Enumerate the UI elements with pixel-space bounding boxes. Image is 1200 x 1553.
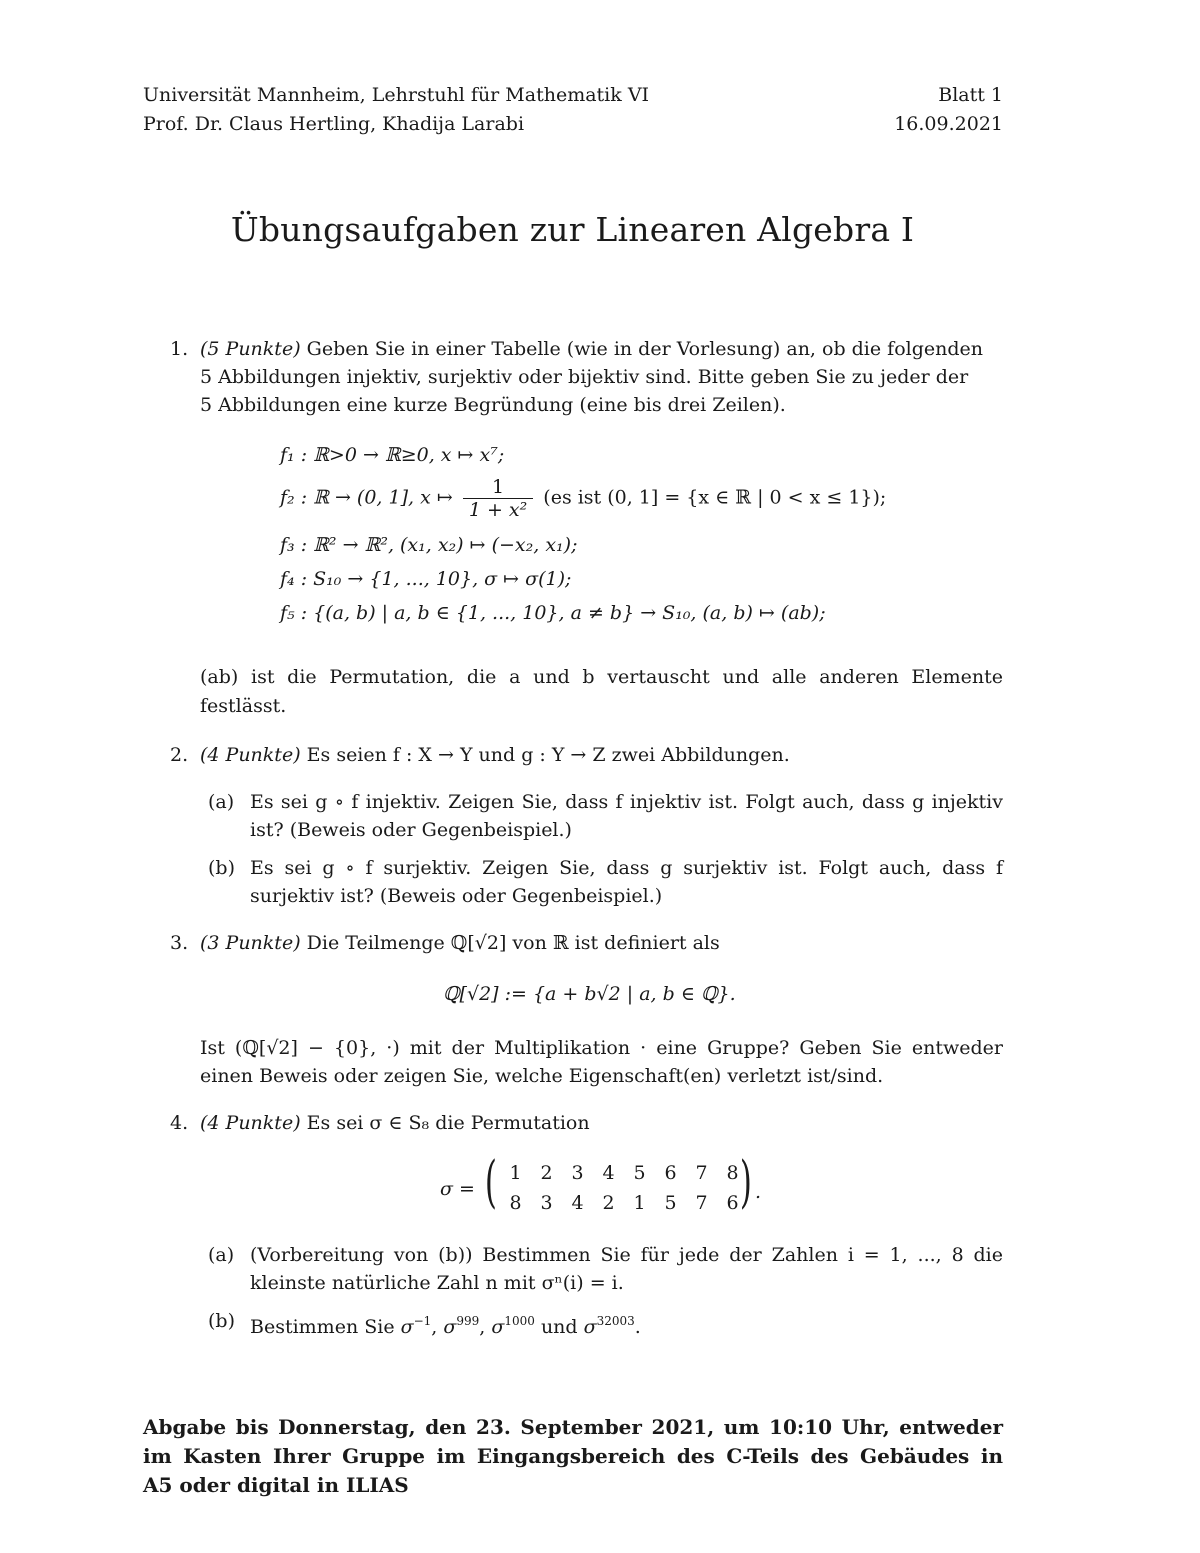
problem-2a-line-2: ist? (Beweis oder Gegenbeispiel.)	[250, 819, 572, 841]
page-title: Übungsaufgaben zur Linearen Algebra I	[230, 210, 915, 249]
authors: Prof. Dr. Claus Hertling, Khadija Larabi	[143, 113, 525, 135]
problem-2-number: 2.	[170, 744, 189, 766]
problem-1-note-2: festlässt.	[200, 695, 287, 717]
map-f3: f₃ : ℝ² → ℝ², (x₁, x₂) ↦ (−x₂, x₁);	[280, 534, 578, 556]
problem-2b-line-1: Es sei g ∘ f surjektiv. Zeigen Sie, dass g surjektiv ist. Folgt auch, dass f	[250, 857, 1003, 879]
problem-1-points: (5 Punkte)	[200, 338, 301, 360]
problem-3-line-1: (3 Punkte) Die Teilmenge ℚ[√2] von ℝ ist definiert als	[200, 932, 720, 954]
problem-4-line-1: (4 Punkte) Es sei σ ∈ S₈ die Permutation	[200, 1112, 590, 1134]
problem-4a-line-2: kleinste natürliche Zahl n mit σⁿ(i) = i.	[250, 1272, 624, 1294]
date: 16.09.2021	[894, 113, 1003, 135]
problem-1-number: 1.	[170, 338, 189, 360]
map-f1: f₁ : ℝ>0 → ℝ≥0, x ↦ x⁷;	[280, 444, 505, 466]
sheet-number: Blatt 1	[938, 84, 1003, 106]
matrix-right-paren: )	[739, 1150, 752, 1215]
problem-4-points: (4 Punkte)	[200, 1112, 301, 1134]
problem-4-number: 4.	[170, 1112, 189, 1134]
matrix-row-1: 1 2 3 4 5 6 7 8	[509, 1162, 739, 1184]
problem-2a-line-1: Es sei g ∘ f injektiv. Zeigen Sie, dass f injektiv ist. Folgt auch, dass g injektiv	[250, 791, 1003, 813]
problem-1-note-1: (ab) ist die Permutation, die a und b vertauscht und alle anderen Elemente	[200, 666, 1003, 688]
map-f5: f₅ : {(a, b) | a, b ∈ {1, ..., 10}, a ≠ b} → S₁₀, (a, b) ↦ (ab);	[280, 602, 826, 624]
problem-3-line-2: Ist (ℚ[√2] − {0}, ·) mit der Multiplikation · eine Gruppe? Geben Sie entweder	[200, 1037, 1003, 1059]
problem-4b-label: (b)	[208, 1310, 235, 1332]
problem-2b-line-2: surjektiv ist? (Beweis oder Gegenbeispiel.)	[250, 885, 663, 907]
matrix-row-2: 8 3 4 2 1 5 7 6	[509, 1192, 739, 1214]
problem-3-number: 3.	[170, 932, 189, 954]
submission-line-2: im Kasten Ihrer Gruppe im Eingangsbereich des C-Teils des Gebäudes in	[143, 1444, 1003, 1468]
map-f4: f₄ : S₁₀ → {1, ..., 10}, σ ↦ σ(1);	[280, 568, 572, 590]
problem-3-points: (3 Punkte)	[200, 932, 301, 954]
sigma-label: σ =	[440, 1178, 475, 1200]
fraction: $\frac{1}{\text{1 + x²}}$	[463, 476, 533, 521]
problem-2b-label: (b)	[208, 857, 235, 879]
institution: Universität Mannheim, Lehrstuhl für Mathematik VI	[143, 84, 650, 106]
problem-2a-label: (a)	[208, 791, 235, 813]
problem-4a-line-1: (Vorbereitung von (b)) Bestimmen Sie für jede der Zahlen i = 1, ..., 8 die	[250, 1244, 1003, 1266]
submission-line-1: Abgabe bis Donnerstag, den 23. September 2021, um 10:10 Uhr, entweder	[143, 1415, 1003, 1439]
submission-line-3: A5 oder digital in ILIAS	[143, 1473, 409, 1497]
problem-3-line-3: einen Beweis oder zeigen Sie, welche Eigenschaft(en) verletzt ist/sind.	[200, 1065, 884, 1087]
problem-4a-label: (a)	[208, 1244, 235, 1266]
matrix-period: .	[755, 1181, 762, 1203]
problem-4b-line-1: Bestimmen Sie $\sigma^{-1}$, $\sigma^{999}$, $\sigma^{1000}$ und $\sigma^{32003}$.	[250, 1314, 641, 1338]
problem-2-points: (4 Punkte)	[200, 744, 301, 766]
problem-3-definition: ℚ[√2] := {a + b√2 | a, b ∈ ℚ}.	[443, 983, 736, 1005]
problem-2-line-1: (4 Punkte) Es seien f : X → Y und g : Y → Z zwei Abbildungen.	[200, 744, 790, 766]
problem-1-line-1: (5 Punkte) Geben Sie in einer Tabelle (wie in der Vorlesung) an, ob die folgenden	[200, 338, 984, 360]
problem-1-line-2: 5 Abbildungen injektiv, surjektiv oder bijektiv sind. Bitte geben Sie zu jeder der	[200, 366, 969, 388]
map-f2: f₂ : ℝ → (0, 1], x ↦ $\frac{1}{\text{1 + x²}}$ (es ist (0, 1] = {x ∈ ℝ | 0 < x ≤ 1});	[280, 476, 887, 521]
problem-1-line-3: 5 Abbildungen eine kurze Begründung (eine bis drei Zeilen).	[200, 394, 786, 416]
matrix-left-paren: (	[484, 1150, 497, 1215]
